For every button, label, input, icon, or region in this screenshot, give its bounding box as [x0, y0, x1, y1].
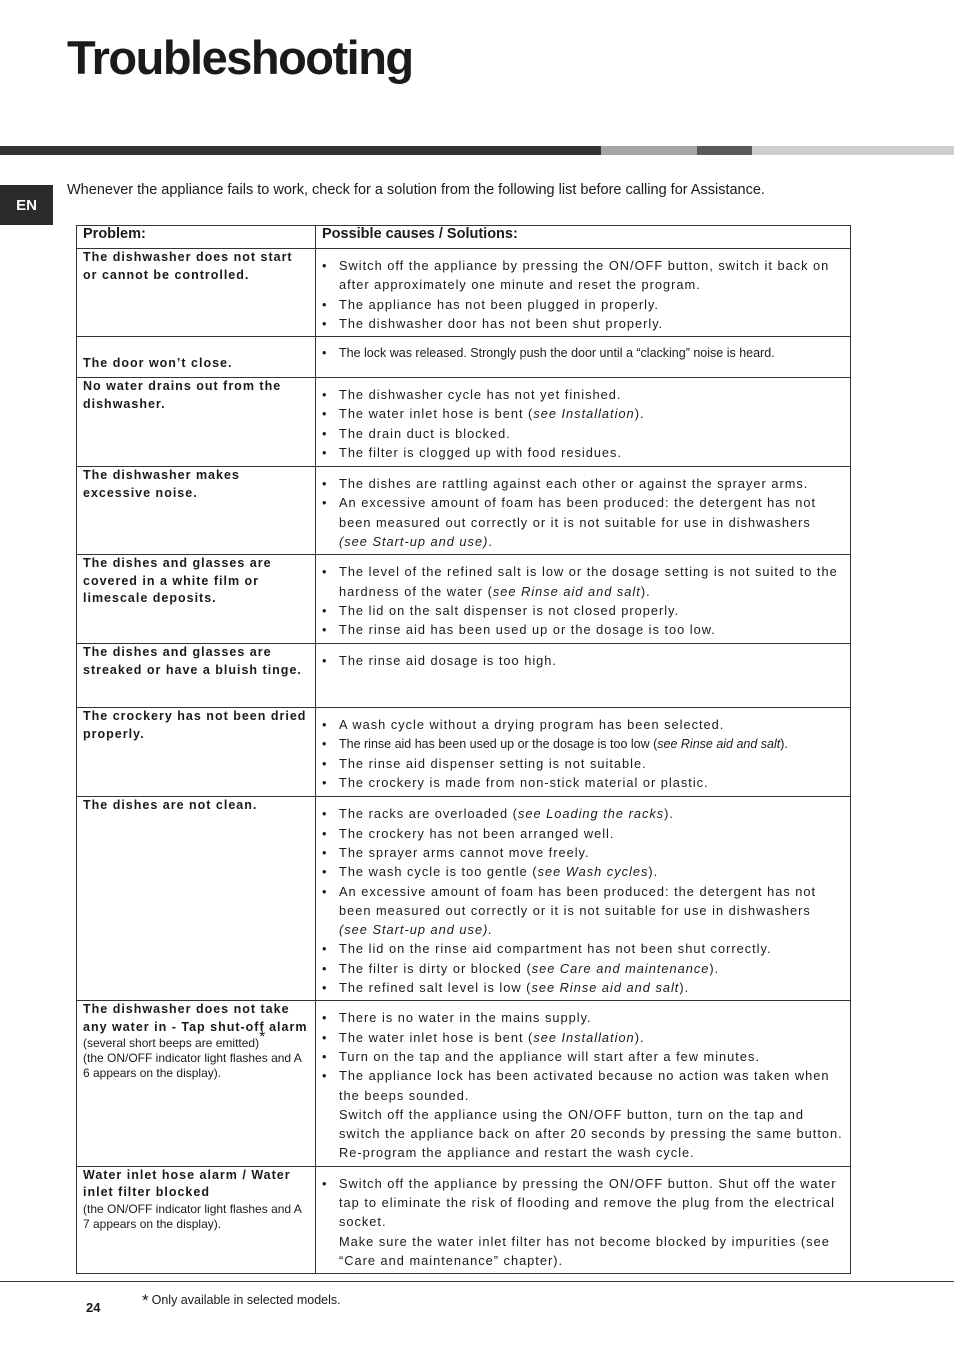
solutions-cell — [316, 797, 851, 1001]
bullet-icon: • — [322, 346, 327, 361]
solution-item — [322, 562, 844, 601]
table-row — [77, 467, 851, 555]
problem-text: The dishes and glasses are streaked or have a bluish tinge. — [83, 645, 302, 677]
solutions-list — [322, 797, 844, 1000]
bullet-icon: • — [322, 717, 328, 733]
solution-item — [322, 824, 844, 843]
bullet-icon: • — [322, 315, 328, 331]
problem-cell — [77, 555, 316, 644]
table-row — [77, 708, 851, 797]
solution-text: The water inlet hose is bent ( — [339, 406, 534, 422]
solution-text: The refined salt level is low ( — [339, 980, 532, 996]
table-row — [77, 337, 851, 378]
bullet-icon: • — [322, 445, 328, 461]
problem-display-note: (the ON/OFF indicator light flashes and A 6 appears on the display). — [83, 1051, 302, 1081]
table-row — [77, 378, 851, 467]
solution-item — [322, 1028, 844, 1047]
solution-text: The lid on the salt dispenser is not closed properly. — [339, 602, 680, 618]
table-row — [77, 644, 851, 708]
solution-item — [322, 601, 844, 620]
bullet-icon: • — [322, 1175, 328, 1191]
problem-cell — [77, 1001, 316, 1166]
bullet-icon: • — [322, 495, 328, 511]
solution-text-end: ). — [634, 406, 645, 422]
solutions-list — [322, 249, 844, 336]
solutions-cell — [316, 555, 851, 644]
problem-text: No water drains out from the dishwasher. — [83, 379, 282, 411]
footnote-reference-asterisk: * — [259, 1029, 266, 1047]
solutions-cell — [316, 1001, 851, 1166]
solution-text: The drain duct is blocked. — [339, 425, 511, 441]
solution-text-end: . — [488, 534, 493, 550]
solution-text: The rinse aid dosage is too high. — [339, 653, 557, 669]
problem-text: The door won’t close. — [83, 355, 233, 370]
table-row — [77, 797, 851, 1001]
solution-reference: see Care and maintenance — [531, 960, 710, 976]
bullet-icon: • — [322, 806, 328, 822]
solution-item — [322, 295, 844, 314]
solutions-cell — [316, 467, 851, 555]
problem-cell — [77, 378, 316, 467]
problem-cell — [77, 708, 316, 797]
problem-display-note: (the ON/OFF indicator light flashes and A 7 appears on the display). — [83, 1201, 302, 1231]
bullet-icon: • — [322, 653, 328, 669]
solution-item — [322, 1008, 844, 1027]
solution-text: An excessive amount of foam has been produced: the detergent has not been measured out correctly or it is not suitable for use in dishwashers — [339, 495, 817, 530]
language-tab: EN — [0, 185, 53, 225]
solution-item — [322, 1105, 844, 1163]
problem-cell — [77, 644, 316, 708]
solution-text: There is no water in the mains supply. — [339, 1010, 592, 1026]
solution-reference: see Loading the racks — [517, 806, 665, 822]
solution-text: The appliance has not been plugged in properly. — [339, 296, 659, 312]
solutions-list — [322, 644, 844, 673]
solution-text-end: ). — [648, 864, 659, 880]
bullet-icon: • — [322, 296, 328, 312]
solution-reference: see Rinse aid and salt — [531, 980, 680, 996]
solution-reference: see Installation — [533, 406, 635, 422]
solution-text: The water inlet hose is bent ( — [339, 1029, 534, 1045]
problem-text: The dishwasher makes excessive noise. — [83, 468, 240, 500]
solution-item — [322, 978, 844, 997]
bullet-icon: • — [322, 844, 328, 860]
solution-text-end: ). — [634, 1029, 645, 1045]
solutions-cell — [316, 708, 851, 797]
solution-item — [322, 939, 844, 958]
solution-item — [322, 493, 844, 551]
header-stripe-grey — [601, 146, 697, 155]
solutions-column-header: Possible causes / Solutions: — [316, 226, 851, 249]
solution-item — [322, 620, 844, 639]
solution-item — [322, 1174, 844, 1232]
solution-text: The lock was released. Strongly push the door until a “clacking” noise is heard. — [339, 346, 775, 361]
solution-text: The level of the refined salt is low or the dosage setting is not suited to the hardness of the water ( — [339, 564, 838, 599]
bullet-icon: • — [322, 1068, 328, 1084]
solutions-list — [322, 708, 844, 795]
solution-text: The wash cycle is too gentle ( — [339, 864, 538, 880]
header-stripe-mid — [697, 146, 752, 155]
solutions-list — [322, 337, 844, 366]
problem-text: The crockery has not been dried properly. — [83, 709, 307, 741]
solutions-list — [322, 1167, 844, 1273]
bullet-icon: • — [322, 1010, 328, 1026]
solution-reference: see Rinse aid and salt — [657, 736, 781, 751]
solutions-cell — [316, 378, 851, 467]
solution-reference: see Installation — [533, 1029, 635, 1045]
solution-text: An excessive amount of foam has been produced: the detergent has not been measured out correctly or it is not suitable for use in dishwashers — [339, 883, 817, 918]
bullet-icon: • — [322, 941, 328, 957]
solution-item — [322, 474, 844, 493]
solution-reference: (see Start-up and use) — [339, 534, 489, 550]
problem-cell — [77, 249, 316, 337]
solution-text: Switch off the appliance by pressing the ON/OFF button. Shut off the water tap to eliminate the risk of flooding and remove the plug from the electrical socket. — [339, 1175, 837, 1230]
solution-item — [322, 314, 844, 333]
solution-text: Make sure the water inlet filter has not become blocked by impurities (see “Care and maintenance” chapter). — [339, 1233, 830, 1268]
solution-text: Switch off the appliance using the ON/OFF button, turn on the tap and switch the appliance back on after 20 seconds by pressing the same button. Re-program the appliance and restart the wash cycle. — [339, 1106, 843, 1161]
solution-item — [322, 754, 844, 773]
solutions-list — [322, 378, 844, 465]
solution-item — [322, 773, 844, 792]
solution-text: The rinse aid dispenser setting is not suitable. — [339, 755, 647, 771]
solution-text: The crockery has not been arranged well. — [339, 825, 615, 841]
solution-text-end: ). — [640, 583, 651, 599]
solution-item — [322, 344, 844, 363]
solution-text: The rinse aid has been used up or the dosage is too low. — [339, 622, 716, 638]
problem-column-header: Problem: — [77, 226, 316, 249]
footer-divider — [0, 1281, 954, 1282]
solutions-cell — [316, 644, 851, 708]
problem-text: Water inlet hose alarm / Water inlet filter blocked — [83, 1167, 291, 1200]
solution-item — [322, 385, 844, 404]
solution-text-end: ). — [679, 980, 690, 996]
solution-item — [322, 843, 844, 862]
solutions-cell — [316, 337, 851, 378]
solution-reference: see Wash cycles — [537, 864, 649, 880]
header-stripe-dark — [0, 146, 601, 155]
intro-text: Whenever the appliance fails to work, check for a solution from the following list before calling for Assistance. — [67, 182, 765, 198]
footnote-text: Only available in selected models. — [151, 1293, 341, 1307]
bullet-icon: • — [322, 775, 328, 791]
solution-item — [322, 1232, 844, 1271]
bullet-icon: • — [322, 406, 328, 422]
bullet-icon: • — [322, 564, 328, 580]
bullet-icon: • — [322, 736, 327, 751]
bullet-icon: • — [322, 1029, 328, 1045]
header-stripe-light — [752, 146, 954, 155]
solution-text: The filter is clogged up with food residues. — [339, 445, 623, 461]
bullet-icon: • — [322, 980, 328, 996]
problem-text: The dishwasher does not start or cannot be controlled. — [83, 250, 293, 282]
solution-text: The rinse aid has been used up or the dosage is too low ( — [339, 736, 658, 751]
table-header-row — [77, 226, 851, 249]
solution-item — [322, 443, 844, 462]
table-row — [77, 1166, 851, 1273]
bullet-icon: • — [322, 960, 328, 976]
solution-text: A wash cycle without a drying program has been selected. — [339, 717, 725, 733]
problem-cell — [77, 337, 316, 378]
bullet-icon: • — [322, 258, 328, 273]
bullet-icon: • — [322, 425, 328, 441]
bullet-icon: • — [322, 476, 328, 492]
solution-text: The dishwasher cycle has not yet finished. — [339, 387, 622, 403]
solution-text-end: ). — [780, 736, 788, 751]
bullet-icon: • — [322, 622, 328, 638]
solution-item — [322, 651, 844, 670]
problem-note — [83, 1029, 309, 1051]
table-row — [77, 1001, 851, 1166]
bullet-icon: • — [322, 602, 328, 618]
solutions-list — [322, 1001, 844, 1165]
solution-item — [322, 715, 844, 734]
solution-text: The appliance lock has been activated because no action was taken when the beeps sounded. — [339, 1068, 830, 1103]
solutions-cell — [316, 249, 851, 337]
problem-cell — [77, 1166, 316, 1273]
page-title: Troubleshooting — [67, 31, 413, 84]
problem-cell — [77, 797, 316, 1001]
solution-item — [322, 959, 844, 978]
troubleshooting-table — [76, 225, 851, 1274]
solution-text: The crockery is made from non-stick material or plastic. — [339, 775, 709, 791]
bullet-icon: • — [322, 1048, 328, 1064]
solution-text: Turn on the tap and the appliance will start after a few minutes. — [339, 1048, 760, 1064]
solution-text: The filter is dirty or blocked ( — [339, 960, 532, 976]
table-body — [77, 249, 851, 1274]
solution-item — [322, 404, 844, 423]
solution-item — [322, 862, 844, 881]
problem-text: The dishes and glasses are covered in a white film or limescale deposits. — [83, 556, 272, 606]
table-row — [77, 555, 851, 644]
footnote — [142, 1291, 341, 1311]
solution-item — [322, 256, 844, 295]
solution-item — [322, 735, 844, 754]
solution-item — [322, 1047, 844, 1066]
solution-reference: see Rinse aid and salt — [492, 583, 641, 599]
solutions-list — [322, 467, 844, 554]
table-row — [77, 249, 851, 337]
page-number: 24 — [86, 1300, 101, 1315]
problem-text: The dishes are not clean. — [83, 798, 258, 813]
bullet-icon: • — [322, 825, 328, 841]
solution-item — [322, 424, 844, 443]
solution-reference: (see Start-up and use). — [339, 922, 493, 938]
solutions-cell — [316, 1166, 851, 1273]
solution-text: The racks are overloaded ( — [339, 806, 518, 822]
solution-text-end: ). — [664, 806, 674, 822]
solution-text-end: ). — [709, 960, 720, 976]
solution-item — [322, 804, 844, 823]
solution-text: The lid on the rinse aid compartment has not been shut correctly. — [339, 941, 772, 957]
problem-cell — [77, 467, 316, 555]
solution-text: The sprayer arms cannot move freely. — [339, 844, 590, 860]
solution-text: Switch off the appliance by pressing the ON/OFF button, switch it back on after approximately one minute and reset the program. — [339, 258, 830, 293]
bullet-icon: • — [322, 883, 328, 899]
problem-text: The dishwasher does not take any water in - Tap shut-off alarm — [83, 1002, 308, 1034]
solutions-list — [322, 555, 844, 642]
bullet-icon: • — [322, 387, 328, 403]
footnote-asterisk: * — [142, 1291, 149, 1310]
solution-text: The dishwasher door has not been shut properly. — [339, 315, 664, 331]
solution-text: The dishes are rattling against each other or against the sprayer arms. — [339, 476, 809, 492]
solution-item — [322, 1066, 844, 1105]
bullet-icon: • — [322, 755, 328, 771]
solution-item — [322, 882, 844, 940]
problem-note-text: (several short beeps are emitted) — [83, 1036, 260, 1051]
bullet-icon: • — [322, 864, 328, 880]
